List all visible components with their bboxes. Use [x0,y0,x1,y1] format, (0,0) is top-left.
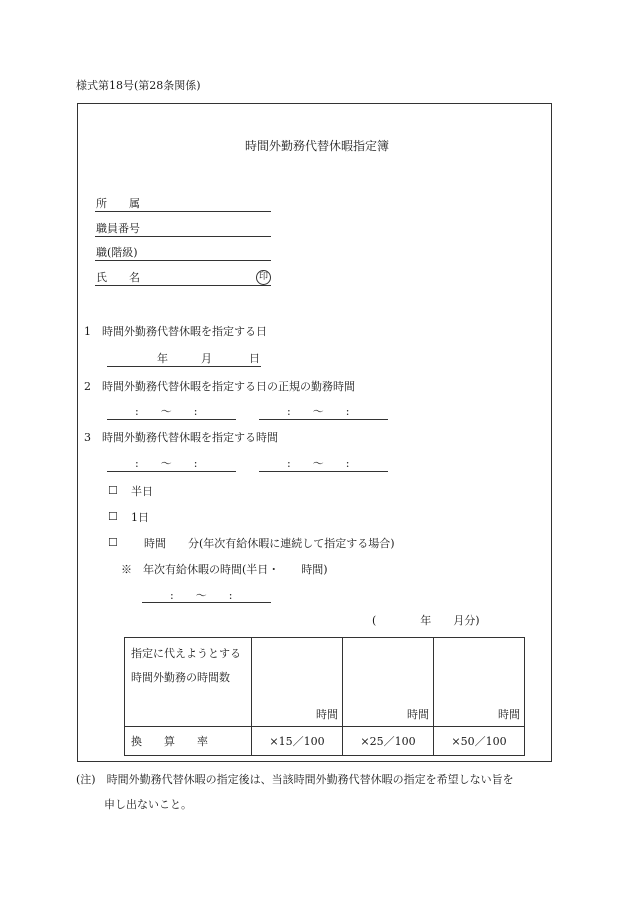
date-field[interactable] [107,366,261,367]
hours-row [125,638,525,727]
day-unit: 日 [249,352,260,365]
rate-15: ×15／100 [252,727,343,756]
form-number: 様式第18号(第28条関係) [76,79,201,92]
position-field[interactable] [95,260,271,261]
month-unit: 月 [201,352,212,365]
hours-cell-3[interactable]: 時間 [434,638,525,727]
footnote-line-1: (注) 時間外勤務代替休暇の指定後は、当該時間外勤務代替休暇の指定を希望しない旨を [76,773,514,786]
year-unit: 年 [157,352,168,365]
affiliation-field[interactable] [95,211,271,212]
hours-label: 時間 分(年次有給休暇に連続して指定する場合) [144,537,395,550]
affiliation-label: 所 属 [96,197,140,210]
position-label: 職(階級) [96,246,138,259]
work-time-range-2: : 〜 : [287,405,350,418]
designated-time-field-1[interactable] [107,471,236,472]
work-time-range-1: : 〜 : [135,405,198,418]
half-day-label: 半日 [131,485,153,498]
rate-25: ×25／100 [343,727,434,756]
hours-checkbox[interactable]: ☐ [108,536,118,549]
full-day-label: 1日 [131,511,149,524]
name-field[interactable] [95,285,271,286]
rate-50: ×50／100 [434,727,525,756]
section2-heading: 2 時間外勤務代替休暇を指定する日の正規の勤務時間 [84,380,355,393]
annual-leave-time-field[interactable] [142,602,271,603]
page-title: 時間外勤務代替休暇指定簿 [245,139,390,153]
name-label: 氏 名 [96,271,140,284]
work-time-field-2[interactable] [259,419,388,420]
rate-label: 換 算 率 [125,727,252,756]
full-day-checkbox[interactable]: ☐ [108,510,118,523]
hours-cell-2[interactable]: 時間 [343,638,434,727]
hours-header: 指定に代えようとする時間外勤務の時間数 [125,638,252,727]
designated-time-field-2[interactable] [259,471,388,472]
rate-row [125,727,525,756]
annual-leave-time-range: : 〜 : [170,589,233,602]
month-summary: ( 年 月分) [372,614,480,627]
conversion-table [124,637,525,756]
footnote-line-2: 申し出ないこと。 [104,798,192,811]
designated-time-range-2: : 〜 : [287,457,350,470]
section1-heading: 1 時間外勤務代替休暇を指定する日 [84,325,267,338]
staff-number-label: 職員番号 [96,222,140,235]
annual-leave-note: ※ 年次有給休暇の時間(半日・ 時間) [121,563,328,576]
work-time-field-1[interactable] [107,419,236,420]
staff-number-field[interactable] [95,236,271,237]
seal-mark: 印 [256,270,271,285]
half-day-checkbox[interactable]: ☐ [108,484,118,497]
designated-time-range-1: : 〜 : [135,457,198,470]
hours-cell-1[interactable]: 時間 [252,638,343,727]
section3-heading: 3 時間外勤務代替休暇を指定する時間 [84,431,278,444]
